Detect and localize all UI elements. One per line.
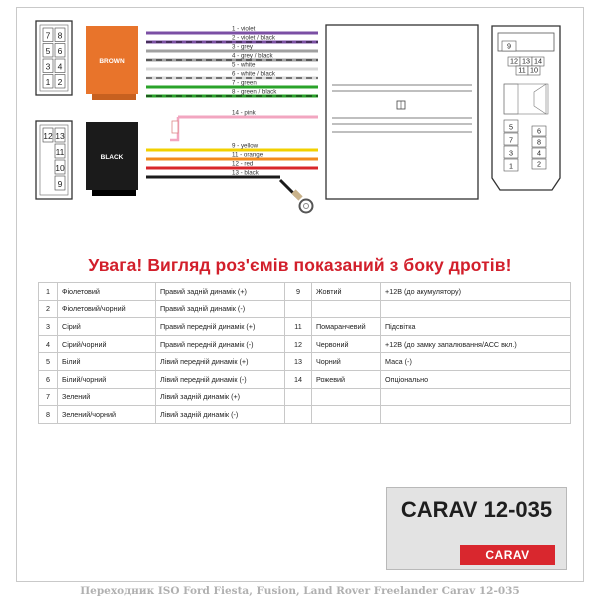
top-left-pin-number: 7 bbox=[45, 30, 51, 41]
wire-function: +12В (до замку запалювання/ACC вкл.) bbox=[381, 335, 571, 353]
wire bbox=[146, 143, 318, 151]
wire-color: Зелений bbox=[58, 388, 156, 406]
wire-color: Сірий bbox=[58, 318, 156, 336]
wire-function: +12В (до акумулятору) bbox=[381, 283, 571, 301]
head-unit-connector bbox=[326, 25, 478, 199]
table-row bbox=[39, 318, 571, 336]
wire bbox=[146, 161, 318, 169]
wire-color: Помаранчевий bbox=[312, 318, 381, 336]
table-row bbox=[39, 370, 571, 388]
wire-label: 12 - red bbox=[232, 160, 254, 168]
ground-ring-terminal bbox=[280, 180, 313, 213]
wire-color: Білий/чорний bbox=[58, 370, 156, 388]
wire bbox=[146, 62, 318, 70]
top-left-pin-number: 2 bbox=[57, 77, 63, 87]
car-pin-cell bbox=[504, 159, 518, 171]
image-caption: Переходник ISO Ford Fiesta, Fusion, Land Rover Freelander Carav 12-035 bbox=[80, 585, 520, 597]
car-pin-number: 1 bbox=[509, 161, 513, 171]
table-row bbox=[39, 406, 571, 424]
wire-color bbox=[312, 406, 381, 424]
car-pin-number: 8 bbox=[537, 137, 541, 147]
brand-logo: CARAV bbox=[460, 545, 555, 565]
wire bbox=[146, 71, 318, 79]
warning-heading: Увага! Вигляд роз'ємів показаний з боку дротів! bbox=[88, 255, 512, 275]
car-pin-number: 12 bbox=[510, 56, 518, 66]
bottom-left-pin-cell bbox=[55, 160, 65, 174]
table-row bbox=[39, 353, 571, 371]
bottom-left-pin-number: 12 bbox=[43, 131, 53, 141]
wire bbox=[146, 170, 280, 178]
bottom-left-pin-number: 10 bbox=[55, 163, 65, 173]
wire-function: Правий передній динамік (-) bbox=[156, 335, 285, 353]
top-left-pin-cell bbox=[55, 59, 65, 73]
car-pin-cell bbox=[532, 148, 546, 158]
wire-function: Лівий передній динамік (+) bbox=[156, 353, 285, 371]
pin-number: 12 bbox=[285, 335, 312, 353]
pin-number: 8 bbox=[39, 406, 58, 424]
top-left-pin-cell bbox=[43, 44, 53, 58]
wire-function: Лівий передній динамік (-) bbox=[156, 370, 285, 388]
wire-label: 5 - white bbox=[232, 61, 256, 69]
wire-function: Правий передній динамік (+) bbox=[156, 318, 285, 336]
pin-number: 13 bbox=[285, 353, 312, 371]
wire-color bbox=[312, 300, 381, 318]
car-pin-number: 3 bbox=[509, 148, 513, 158]
pin-number: 4 bbox=[39, 335, 58, 353]
top-left-pin-number: 1 bbox=[45, 77, 51, 87]
wire-function bbox=[381, 388, 571, 406]
iso-connector-bottom-pin-block bbox=[36, 121, 72, 199]
pin-number: 14 bbox=[285, 370, 312, 388]
wire-label: 13 - black bbox=[232, 169, 259, 177]
bottom-left-pin-cell bbox=[55, 176, 65, 190]
wire-color bbox=[312, 388, 381, 406]
table-row bbox=[39, 335, 571, 353]
brown-connector-label: BROWN bbox=[99, 58, 125, 65]
table-row bbox=[39, 283, 571, 301]
car-pin-cell bbox=[532, 137, 546, 147]
wire-color: Сірий/чорний bbox=[58, 335, 156, 353]
table-row bbox=[39, 388, 571, 406]
wire-function: Маса (-) bbox=[381, 353, 571, 371]
bottom-left-pin-number: 13 bbox=[55, 131, 65, 141]
pin-number: 1 bbox=[39, 283, 58, 301]
pin-number: 6 bbox=[39, 370, 58, 388]
top-left-pin-number: 3 bbox=[45, 61, 51, 72]
bottom-left-pin-cell bbox=[55, 144, 65, 158]
car-pin-number: 2 bbox=[537, 159, 541, 169]
top-left-pin-number: 6 bbox=[57, 46, 63, 56]
product-label-box bbox=[386, 487, 567, 570]
car-pin-cell bbox=[504, 133, 518, 145]
wiring-diagram bbox=[0, 0, 600, 250]
wire bbox=[146, 53, 318, 61]
car-pin-number: 14 bbox=[534, 56, 542, 66]
wire bbox=[146, 44, 318, 52]
wire-function bbox=[381, 406, 571, 424]
wire-color: Чорний bbox=[312, 353, 381, 371]
pin-number: 3 bbox=[39, 318, 58, 336]
pin-number bbox=[285, 406, 312, 424]
car-pin-number: 9 bbox=[507, 41, 511, 51]
wire-label: 3 - grey bbox=[232, 43, 253, 51]
top-left-pin-number: 5 bbox=[45, 46, 51, 56]
wire-function: Підсвітка bbox=[381, 318, 571, 336]
bottom-left-pin-number: 9 bbox=[57, 179, 63, 189]
wire-color: Жовтий bbox=[312, 283, 381, 301]
car-pin-number: 11 bbox=[518, 65, 526, 75]
bottom-left-pin-cell bbox=[43, 128, 53, 142]
wire-label: 11 - orange bbox=[232, 151, 264, 159]
car-pin-number: 5 bbox=[509, 122, 513, 132]
top-left-pin-cell bbox=[55, 28, 65, 42]
wire-function: Лівий задній динамік (-) bbox=[156, 406, 285, 424]
wire bbox=[146, 26, 318, 34]
wire-label: 7 - green bbox=[232, 79, 257, 87]
top-left-pin-cell bbox=[43, 28, 53, 42]
pink-wire-stub bbox=[170, 117, 178, 140]
wire bbox=[146, 152, 318, 160]
car-pin-number: 7 bbox=[509, 135, 513, 145]
pin-number: 11 bbox=[285, 318, 312, 336]
bottom-left-pin-cell bbox=[55, 128, 65, 142]
wire-function: Опціонально bbox=[381, 370, 571, 388]
wire-color: Фіолетовий/чорний bbox=[58, 300, 156, 318]
wire-color: Фіолетовий bbox=[58, 283, 156, 301]
car-pin-cell bbox=[504, 146, 518, 158]
pinout-table bbox=[38, 282, 571, 424]
wire-label: 2 - violet / black bbox=[232, 34, 275, 42]
wire-function: Лівий задній динамік (+) bbox=[156, 388, 285, 406]
product-model: CARAV 12-035 bbox=[400, 497, 553, 522]
wire bbox=[146, 35, 318, 43]
wire bbox=[146, 80, 318, 88]
car-pin-number: 6 bbox=[537, 126, 541, 136]
wire-function: Правий задній динамік (-) bbox=[156, 300, 285, 318]
top-left-pin-cell bbox=[55, 44, 65, 58]
wire-function: Правий задній динамік (+) bbox=[156, 283, 285, 301]
wire-label: 6 - white / black bbox=[232, 70, 275, 78]
wire-label: 8 - green / black bbox=[232, 88, 277, 96]
top-left-pin-cell bbox=[43, 59, 53, 73]
black-connector-label: BLACK bbox=[100, 154, 124, 161]
wire-color: Зелений/чорний bbox=[58, 406, 156, 424]
wire-color: Рожевий bbox=[312, 370, 381, 388]
pin-number: 9 bbox=[285, 283, 312, 301]
car-pin-number: 10 bbox=[530, 65, 538, 75]
wire-color: Червоний bbox=[312, 335, 381, 353]
car-pin-cell bbox=[532, 159, 546, 169]
car-pin-cell bbox=[504, 120, 518, 132]
wire-label: 9 - yellow bbox=[232, 142, 259, 150]
bottom-left-pin-number: 11 bbox=[55, 147, 65, 157]
pin-number: 5 bbox=[39, 353, 58, 371]
wire-function bbox=[381, 300, 571, 318]
top-left-pin-number: 4 bbox=[57, 61, 63, 72]
car-pin-cell bbox=[528, 66, 540, 76]
wire-color: Білий bbox=[58, 353, 156, 371]
table-row bbox=[39, 300, 571, 318]
pin-number bbox=[285, 300, 312, 318]
top-left-pin-cell bbox=[55, 75, 65, 89]
pin-number bbox=[285, 388, 312, 406]
wire-bundle bbox=[146, 26, 318, 178]
car-side-connector bbox=[492, 26, 560, 190]
top-left-pin-number: 8 bbox=[57, 30, 63, 41]
car-pin-cell bbox=[502, 41, 516, 51]
black-connector bbox=[86, 122, 138, 196]
top-left-pin-cell bbox=[43, 75, 53, 89]
pin-number: 7 bbox=[39, 388, 58, 406]
wire bbox=[146, 89, 318, 97]
iso-connector-top-pin-block bbox=[36, 21, 72, 95]
pin-number: 2 bbox=[39, 300, 58, 318]
car-pin-cell bbox=[516, 66, 528, 76]
wire bbox=[178, 110, 318, 118]
brown-connector bbox=[86, 26, 138, 100]
wire-label: 14 - pink bbox=[232, 109, 256, 117]
wire-label: 4 - grey / black bbox=[232, 52, 273, 60]
car-pin-number: 4 bbox=[537, 148, 541, 158]
car-pin-cell bbox=[532, 126, 546, 136]
car-pin-number: 13 bbox=[522, 56, 530, 66]
wire-label: 1 - violet bbox=[232, 25, 256, 33]
